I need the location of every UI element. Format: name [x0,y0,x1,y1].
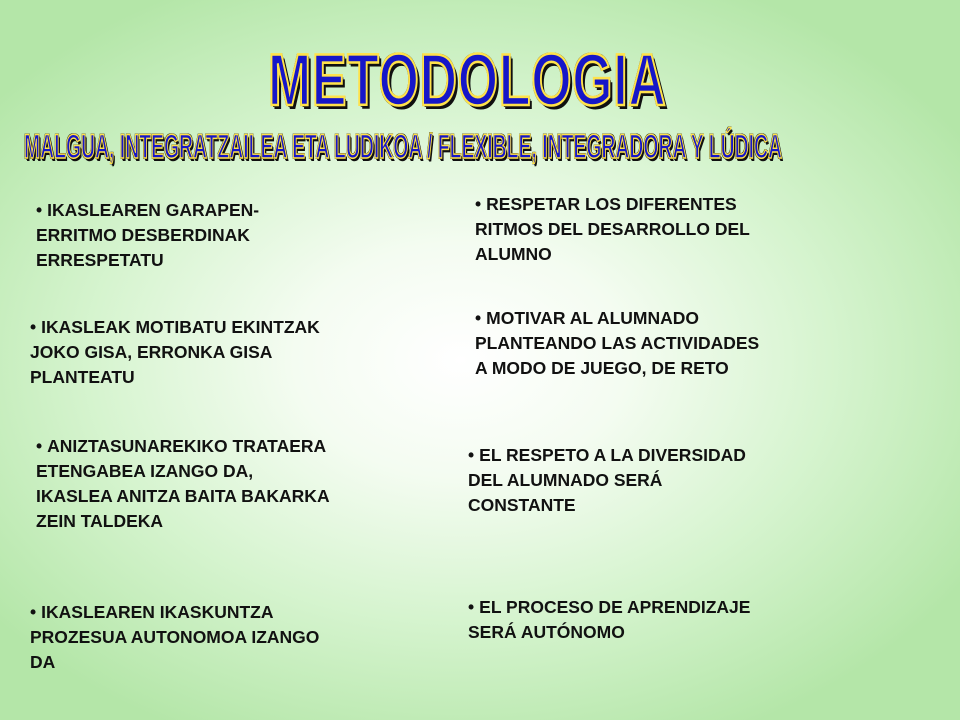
item-line: IKASLEAK MOTIBATU EKINTZAK [41,317,320,337]
bullet: • [30,602,37,622]
item-line: RESPETAR LOS DIFERENTES [486,194,737,214]
bullet: • [468,445,475,465]
bullet: • [36,200,43,220]
basque-item-pace [36,198,336,273]
bullet: • [36,436,43,456]
item-line: ETENGABEA IZANGO DA, [36,461,254,481]
item-line: DA [30,652,56,672]
item-line: ANIZTASUNAREKIKO TRATAERA [47,436,327,456]
item-line: RITMOS DEL DESARROLLO DEL [475,219,750,239]
basque-item-autonomy [30,600,420,675]
spanish-item-autonomy [468,595,868,645]
item-line: CONSTANTE [468,495,576,515]
item-line: IKASLEAREN IKASKUNTZA [41,602,274,622]
bullet: • [475,194,482,214]
item-line: ALUMNO [475,244,552,264]
item-line: PROZESUA AUTONOMOA IZANGO [30,627,320,647]
bullet: • [468,597,475,617]
item-line: ERRITMO DESBERDINAK [36,225,250,245]
spanish-item-pace [475,192,875,267]
bullet: • [30,317,37,337]
item-line: MOTIVAR AL ALUMNADO [486,308,700,328]
item-line: EL RESPETO A LA DIVERSIDAD [479,445,746,465]
item-line: ERRESPETATU [36,250,164,270]
item-line: SERÁ AUTÓNOMO [468,622,625,642]
slide-subtitle: MALGUA, INTEGRATZAILEA ETA LUDIKOA / FLEXIBLE, INTEGRADORA Y LÚDICA [24,128,782,166]
item-line: EL PROCESO DE APRENDIZAJE [479,597,751,617]
item-line: A MODO DE JUEGO, DE RETO [475,358,729,378]
item-line: IKASLEA ANITZA BAITA BAKARKA [36,486,330,506]
bullet: • [475,308,482,328]
basque-item-diversity [36,434,426,534]
item-line: DEL ALUMNADO SERÁ [468,470,663,490]
spanish-item-diversity [468,443,868,518]
spanish-item-motivation [475,306,875,381]
item-line: ZEIN TALDEKA [36,511,164,531]
basque-item-motivation [30,315,420,390]
item-line: PLANTEANDO LAS ACTIVIDADES [475,333,760,353]
item-line: JOKO GISA, ERRONKA GISA [30,342,273,362]
slide-title: METODOLOGIA [268,38,667,121]
item-line: PLANTEATU [30,367,135,387]
item-line: IKASLEAREN GARAPEN- [47,200,260,220]
